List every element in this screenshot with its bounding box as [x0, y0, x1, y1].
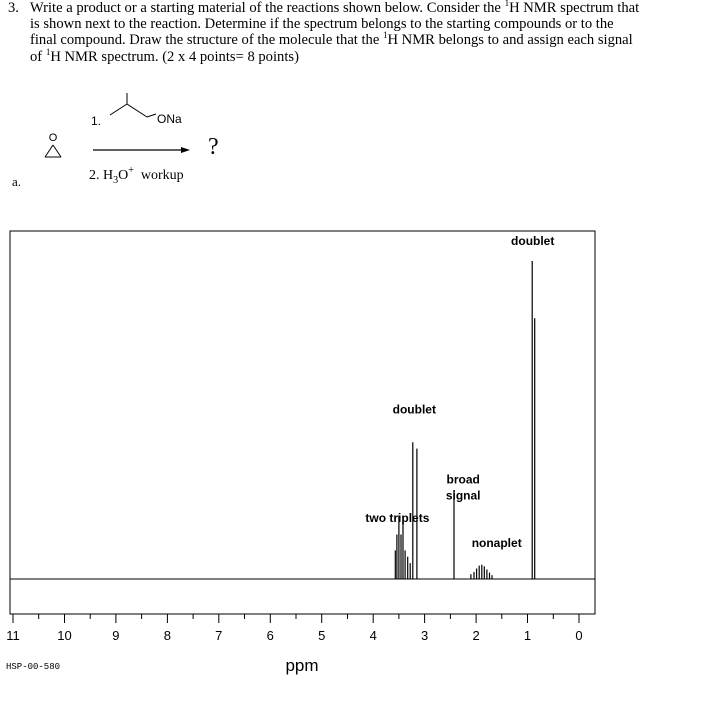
question-line-1-b: H NMR spectrum that: [509, 0, 640, 16]
question-line-3: [8, 32, 712, 48]
x-tick-label: 0: [575, 628, 583, 643]
question-line-4-a: of: [30, 48, 46, 65]
x-tick-label: 9: [112, 628, 120, 643]
isotope-superscript: 1: [382, 30, 388, 41]
question-line-1: [8, 0, 712, 16]
peak-annotation-5: nonaplet: [471, 536, 522, 551]
question-text: [8, 0, 712, 65]
peak-annotation-0: doublet: [511, 234, 555, 249]
x-tick-label: 5: [318, 628, 326, 643]
x-axis-label: ppm: [285, 656, 319, 675]
peak-annotation-2: broad: [446, 472, 480, 487]
nmr-spectrum: [0, 225, 720, 706]
product-question-mark: ?: [208, 134, 219, 160]
x-tick-label: 4: [369, 628, 377, 643]
alkoxide-group-label: ONa: [157, 112, 182, 126]
question-line-4-b: H NMR spectrum. (2 x 4 points= 8 points): [50, 48, 299, 65]
question-line-3-b: H NMR belongs to and assign each signal: [387, 32, 633, 49]
question-line-1-a: Write a product or a starting material of the reactions shown below. Consider the: [29, 0, 505, 16]
part-label: a.: [12, 174, 22, 189]
isotope-superscript: 1: [504, 0, 510, 9]
peak-annotation-4: two triplets: [365, 510, 430, 525]
x-tick-label: 1: [523, 628, 532, 643]
question-line-3-a: final compound. Draw the structure of the molecule that the: [30, 32, 383, 49]
reaction-scheme: [0, 90, 260, 200]
question-number: 3.: [8, 0, 19, 16]
spectrum-peaks: [10, 261, 595, 579]
question-line-4: [8, 46, 712, 65]
question-line-2: [8, 16, 712, 32]
spectrum-id: HSP-00-580: [6, 662, 61, 672]
epoxide-structure: [45, 132, 61, 157]
peak-annotation-1: doublet: [392, 402, 436, 417]
x-tick-label: 2: [472, 628, 480, 643]
x-tick-label: 6: [266, 628, 274, 643]
spectrum-annotations: [365, 234, 554, 550]
question-line-2-a: is shown next to the reaction. Determine if the spectrum belongs to the starting compounds or to the: [30, 16, 614, 33]
x-tick-label: 11: [6, 628, 20, 643]
isotope-superscript: 1: [45, 46, 51, 57]
spectrum-frame: [10, 231, 595, 614]
x-tick-label: 10: [57, 628, 72, 643]
x-axis-ticks: [6, 614, 582, 643]
peak-annotation-3: signal: [445, 488, 481, 503]
sodium-isopropoxide-structure: [91, 93, 182, 128]
reagent-2-label: 2. $H_3O^+$ workup: [89, 165, 184, 186]
x-tick-label: 3: [420, 628, 429, 643]
reagent-1-number: 1.: [91, 114, 102, 128]
reaction-arrow: [93, 147, 190, 153]
epoxide-oxygen-label: O: [48, 132, 58, 144]
x-tick-label: 8: [163, 628, 172, 643]
x-tick-label: 7: [215, 628, 223, 643]
